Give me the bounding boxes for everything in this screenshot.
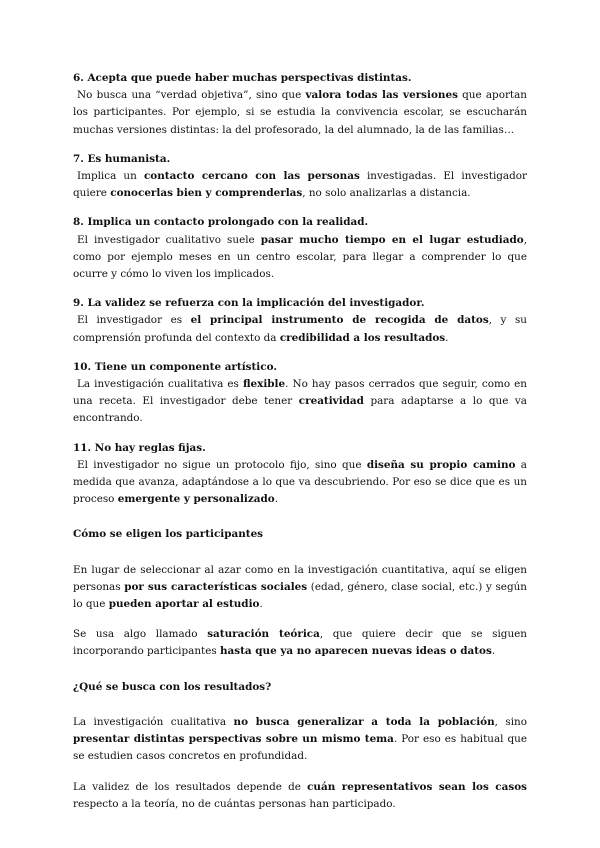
emphasis-run: presentar distintas perspectivas sobre un mismo tema — [73, 733, 394, 746]
characteristic-6 — [73, 70, 527, 139]
emphasis-run: el principal instrumento de recogida de datos — [190, 314, 489, 327]
text-run: respecto a la teoría, no de cuántas personas han participado. — [73, 797, 396, 810]
emphasis-run: conocerlas bien y comprenderlas — [110, 187, 303, 200]
text-run: , no solo analizarlas a distancia. — [302, 187, 471, 200]
emphasis-run: credibilidad a los resultados — [279, 331, 446, 344]
text-run: El investigador cualitativo suele — [77, 233, 261, 246]
text-run: . — [259, 598, 263, 611]
text-run: . — [274, 493, 278, 506]
text-run: , sino — [494, 715, 527, 728]
characteristic-body — [73, 232, 527, 284]
emphasis-run: creatividad — [298, 395, 364, 408]
characteristic-body — [73, 87, 527, 139]
text-run: En lugar de seleccionar al azar como en la investigación cuantitativa, aquí se eligen personas — [73, 563, 527, 593]
emphasis-run: por sus características sociales — [124, 580, 308, 593]
emphasis-run: valora todas las versiones — [305, 89, 458, 102]
emphasis-run: cuán representativos sean los casos — [307, 780, 527, 793]
characteristic-10 — [73, 359, 527, 428]
text-run: Se usa algo llamado — [73, 628, 208, 641]
characteristic-body — [73, 312, 527, 346]
characteristic-title: 10. Tiene un componente artístico. — [73, 360, 277, 373]
text-run: Implica un — [77, 170, 144, 183]
text-run: , que quiere decir que se siguen incorporando participantes — [73, 628, 527, 658]
emphasis-run: pasar mucho tiempo en el lugar estudiado — [260, 233, 524, 246]
emphasis-run: pueden aportar al estudio — [108, 598, 260, 611]
text-run: La investigación cualitativa — [73, 715, 234, 728]
emphasis-run: emergente y personalizado — [117, 493, 275, 506]
section-heading-results: ¿Qué se busca con los resultados? — [73, 680, 272, 693]
emphasis-run: diseña su propio camino — [366, 458, 516, 471]
text-run: . — [491, 645, 496, 658]
text-run: . Por eso es habitual que se estudien casos concretos en profundidad. — [73, 733, 527, 763]
text-run: para adaptarse a lo que va encontrando. — [73, 395, 527, 425]
characteristic-9 — [73, 295, 527, 347]
emphasis-run: flexible — [242, 378, 286, 391]
participants-paragraph-2 — [73, 626, 527, 660]
emphasis-run: hasta que ya no aparecen nuevas ideas o datos — [219, 645, 492, 658]
results-paragraph-1 — [73, 714, 527, 766]
characteristic-7 — [73, 151, 527, 203]
emphasis-run: no busca generalizar a toda la población — [233, 715, 495, 728]
text-run: La validez de los resultados depende de — [73, 780, 308, 793]
text-run: , y su comprensión profunda del contexto da — [73, 314, 527, 344]
characteristic-title: 9. La validez se refuerza con la implicación del investigador. — [73, 297, 425, 310]
characteristic-title: 6. Acepta que puede haber muchas perspectivas distintas. — [73, 72, 412, 84]
text-run: , como por ejemplo meses en un centro escolar, para llegar a comprender lo que ocurre y cómo lo viven los implicados. — [73, 233, 527, 281]
text-run: No busca una “verdad objetiva”, sino que — [77, 89, 306, 102]
characteristic-title: 7. Es humanista. — [73, 152, 171, 165]
text-run: El investigador no sigue un protocolo fijo, sino que — [77, 458, 367, 471]
text-run: . — [445, 331, 449, 344]
emphasis-run: saturación teórica — [207, 628, 320, 641]
characteristic-body — [73, 168, 527, 202]
text-run: investigadas. El investigador quiere — [73, 170, 527, 200]
results-paragraph-2 — [73, 779, 527, 813]
text-run: . No hay pasos cerrados que seguir, como en una receta. El investigador debe tener — [73, 378, 527, 408]
characteristic-11 — [73, 440, 527, 509]
text-run: a medida que avanza, adaptándose a lo que va descubriendo. Por eso se dice que es un proceso — [73, 458, 527, 506]
characteristic-8 — [73, 214, 527, 283]
characteristic-title: 8. Implica un contacto prolongado con la realidad. — [73, 216, 369, 229]
emphasis-run: contacto cercano con las personas — [143, 170, 360, 183]
text-run: que aportan los participantes. Por ejemplo, si se estudia la convivencia escolar, se escucharán muchas versiones distintas: la del profesorado, la del alumnado, la de las familias… — [73, 89, 527, 136]
text-run: La investigación cualitativa es — [77, 378, 243, 391]
participants-paragraph-1 — [73, 562, 527, 614]
characteristic-body — [73, 376, 527, 428]
characteristic-body — [73, 457, 527, 509]
characteristic-title: 11. No hay reglas fijas. — [73, 441, 206, 454]
text-run: (edad, género, clase social, etc.) y según lo que — [73, 580, 527, 611]
text-run: El investigador es — [77, 314, 191, 327]
section-heading-participants: Cómo se eligen los participantes — [73, 528, 264, 541]
